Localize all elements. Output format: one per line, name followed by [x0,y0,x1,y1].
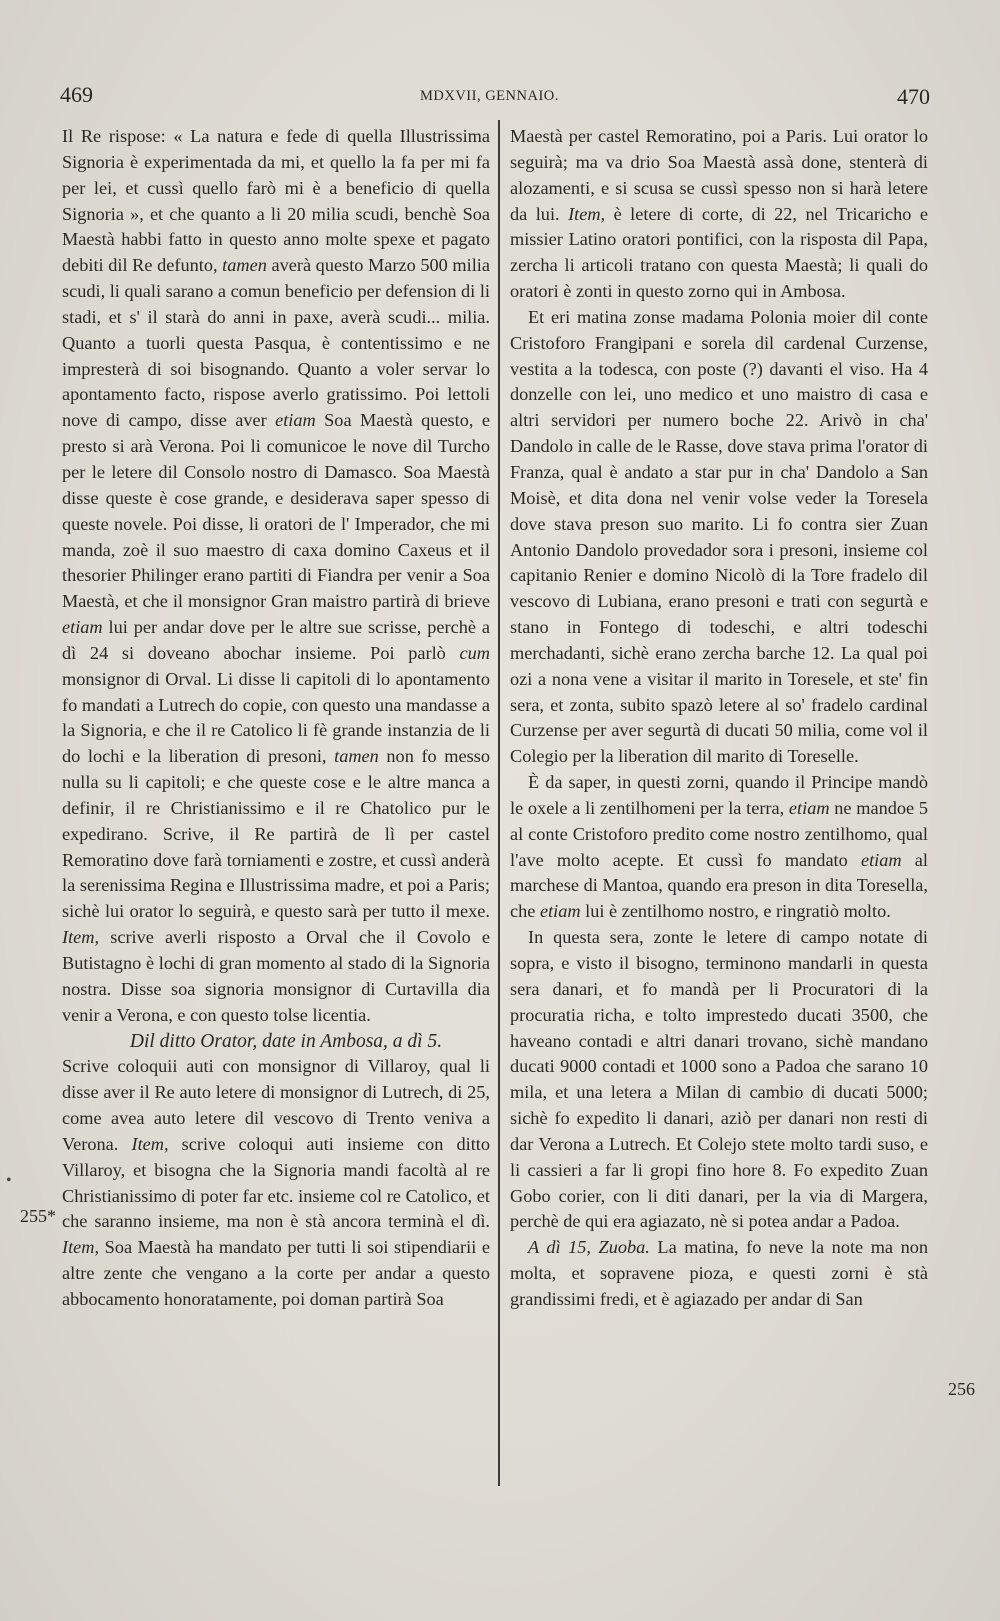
margin-number-left: 255* [20,1206,56,1226]
text-run: Item, [568,203,606,224]
text-run: È da saper, in questi zorni, quando il Principe mandò le oxele a li zentilhomeni per la terra, [510,772,928,818]
paragraph [510,925,928,1235]
running-title: MDXVII, GENNAIO. [420,88,559,104]
text-run: scrive coloqui auti insieme con ditto Villaroy, et bisogna che la Signoria mandi facoltà al re Christianissimo di poter far etc. insieme col re Catolico, et che saranno insieme, ma non è stà ancora terminà el dì. [62,1133,490,1232]
text-run: monsignor di Orval. Li disse li capitoli di lo apontamento fo mandati a Lutrech do copie, con questo una mandasse a la Signoria, e che il re Catolico li fè grande instanzia de li do lochi e la liberation di presoni, [62,668,490,767]
column-divider [498,120,500,1486]
text-run: La matina, fo neve la note ma non molta, et sopravene pioza, e questi zorni è stà grandissimi fredi, et è agiazado per andar di San [510,1237,928,1309]
text-run: Scrive coloquii auti con monsignor di Villaroy, qual li disse aver il Re auto letere di monsignor di Lutrech, di 25, come avea auto letere dil vescovo di Trento veniva a Verona. [62,1056,490,1154]
text-run: etiam [539,901,581,922]
text-run: lui è zentilhomo nostro, e ringratiò molto. [580,901,891,922]
left-column [62,124,490,1313]
text-run: In questa sera, zonte le letere di campo notate di sopra, e visto il bisogno, terminono mandarli in questa sera danari, et fo mandà per li Procuratori di la procuratia richa, e tolto imprestedo ducati 3500, che haveano contadi e altri danari trovano, sichè mandano ducati 9000 contadi et 1000 sono a Padoa che sarano 10 mila, et una letera a Milan di cambio di ducati 5000; sichè fo expedito li danari, aziò per danari non resti di dar Verona a Lutrech. Et Colejo stete molto tardi suso, e li cassieri a far li gropi fino hore 8. Fo expedito Zuan Gobo corier, con li diti danari, per la via di Margera, perchè de qui era agiazato, nè si potea andar a Padoa. [510,927,928,1232]
running-header [0,82,1000,112]
paragraph [510,1235,928,1313]
text-run: al marchese di Mantoa, quando era preson in dita Toresella, che [510,849,928,922]
text-run: tamen [222,255,267,276]
paragraph [510,124,928,305]
page-number-right: 470 [897,84,930,109]
text-run: cum [459,642,490,663]
text-run: scrive averli risposto a Orval che il Covolo e Butistagno è lochi di gran momento al stado di la Signoria nostra. Disse soa signoria monsignor di Curtavilla dia venir a Verona, e con questo tolse licentia. [62,927,490,1025]
text-run: etiam [788,797,830,818]
paragraph [510,770,928,925]
text-run: Item, [62,1237,100,1258]
text-run: etiam [62,617,103,638]
text-run: non fo messo nulla su li capitoli; e che queste cose e le altre manca a definir, il re Christianissimo e il re Chatolico pur le expedirano. Scrive, il Re partirà de lì per castel Remoratino dove farà torniamenti e zostre, et cussì anderà la serenissima Regina e Illustrissima madre, et poi a Paris; sichè lui orator lo seguirà, e questo sarà per tutto il mexe. [62,746,490,922]
paragraph [62,124,490,1029]
text-run: è letere di corte, di 22, nel Tricaricho e missier Latino oratori pontifici, con la risposta dil Papa, zercha li articoli tratano con questa Maestà; li quali do oratori è zonti in questo zorno qui in Ambosa. [510,203,928,302]
text-run: Il Re rispose: « La natura e fede di quella Illustrissima Signoria è experimentada da mi, et quello la fa per mi fa per lei, et cussì quello farò mi è a beneficio di quella Signoria », et che quanto a li 20 milia scudi, benchè Soa Maestà habbi fatto in questo anno molte spexe et pagato debiti dil Re defunto, [62,126,490,276]
text-run: Item, [131,1133,169,1154]
text-run: ne mandoe 5 al conte Cristoforo predito come nostro zentilhomo, qual l'ave molto acepte. Et cussì fo mandato [510,797,928,870]
page-number-left: 469 [60,82,93,107]
paragraph [510,305,928,770]
paragraph [62,1054,490,1312]
text-run: Maestà per castel Remoratino, poi a Paris. Lui orator lo seguirà; ma va drio Soa Maestà assà done, stenterà di alozamenti, e si scusa se cussì spesso non si harà letere da lui. [510,126,928,224]
text-run: tamen [334,746,379,767]
section-heading [62,1029,490,1055]
text-run: etiam [275,410,316,431]
text-run: Et eri matina zonse madama Polonia moier dil conte Cristoforo Frangipani e sorela dil cardenal Curzense, vestita a la todesca, con poste (?) davanti el viso. Ha 4 donzelle con lei, uno medico et uno maistro di casa e altri servidori per numero boche 22. Arivò in cha' Dandolo in calle de le Rasse, dove stava prima l'orator di Franza, qual è andato a star pur in cha' Dandolo a San Moisè, et dita dona nel venir volse veder la Toresela dove stava preson suo marito. Li fo contra sier Zuan Antonio Dandolo provedador sora i presoni, insieme col capitanio Renier e domino Nicolò di la Tore fradelo dil vescovo di Lubiana, erano presoni e trati con segurtà e stano in Fontego di todeschi, e altri todeschi merchadanti, sichè erano zercha barche 12. La qual poi ozi a nona vene a visitar il marito in Toresele, et ste' fin sera, et zonta, subito spazò letere al so' fradelo cardinal Curzense per aver segurtà di ducati 50 milia, come vol il Colegio per la liberation dil marito di Toreselle. [510,306,928,767]
text-run: averà questo Marzo 500 milia scudi, li quali sarano a comun beneficio per defension di li stadi, et s' il starà do anni in paxe, averà scudi... milia. Quanto a tuorli questa Pasqua, è contentissimo e ne impresterà di soi bisognando. Quanto a voler servar lo apontamento facto, rispose averlo gratissimo. Poi lettoli nove di campo, disse aver [62,255,491,431]
text-run: Soa Maestà ha mandato per tutti li soi stipendiarii e altre zente che vengano a la corte per andar a questo abbocamento honoratamente, poi doman partirà Soa [62,1237,490,1309]
text-run: Soa Maestà questo, e presto si arà Verona. Poi li comunicoe le nove dil Turcho per le letere dil Consolo nostro di Damasco. Soa Maestà disse queste è cose grande, e desiderava saper spesso di queste novele. Poi disse, li oratori de l' Imperador, che mi manda, zoè il suo maestro di caxa domino Caxeus et il thesorier Philinger erano partiti di Fiandra per venir a Soa Maestà, et che il monsignor Gran maistro partirà di brieve [62,410,490,612]
margin-number-right: 256 [948,1379,975,1399]
text-run: lui per andar dove per le altre sue scrisse, perchè a dì 24 si doveano abochar insieme. Poi parlò [62,617,490,663]
text-run: A dì 15, Zuoba. [528,1237,650,1258]
text-run: etiam [860,849,902,870]
text-run: Item, [62,927,100,948]
margin-bullet: • [6,1172,12,1189]
text-run: Dil ditto Orator, date in Ambosa, a dì 5. [129,1030,443,1052]
right-column [510,124,928,1313]
